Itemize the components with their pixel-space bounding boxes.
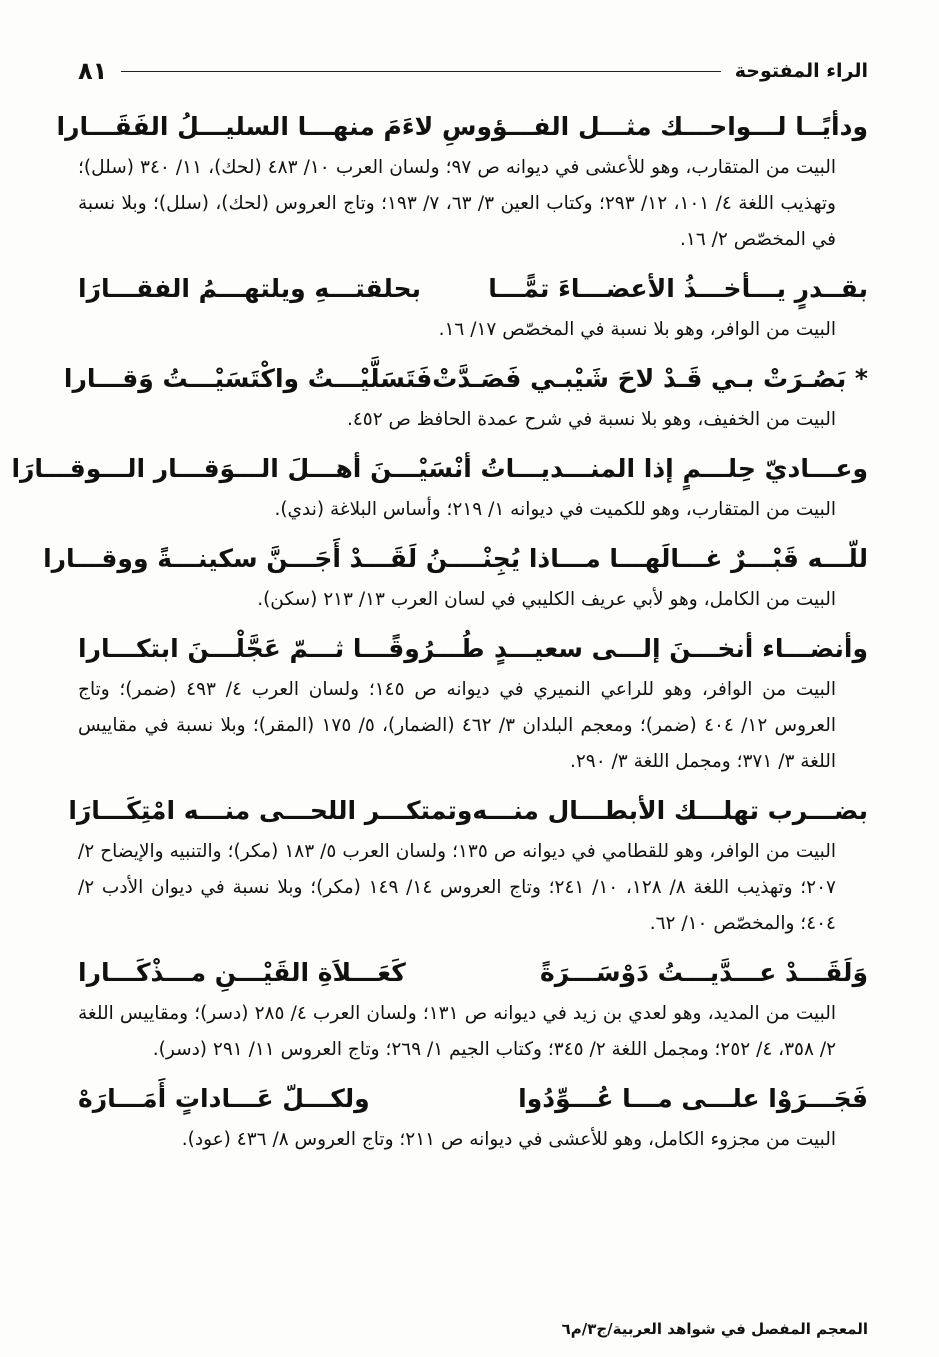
verse-citation: البيت من مجزوء الكامل، وهو للأعشى في ديوانه ص ٢١١؛ وتاج العروس ٨/ ٤٣٦ (عود). [181,1129,836,1150]
entry-1 [56,104,868,258]
entry-8 [78,950,868,1068]
verse-first-hemistich: * بَصُـرَتْ بـي قَـدْ لاحَ شَيْبـي فَصَـدَّتْ [432,364,868,393]
verse-line [11,446,868,492]
verse-first-hemistich: بقــدرٍ يـــأخـــذُ الأعضـــاءَ تمًّـــا [488,274,868,303]
verse-second-hemistich: تُ أنْسَيْـــنَ أهـــلَ الـــوَقـــار الـــوقـــارَا [11,454,506,483]
verse-citation: البيت من الكامل، وهو لأبي عريف الكليبي في لسان العرب ١٣/ ٢١٣ (سكن). [257,589,836,610]
verse-first-hemistich: وَلَقَـــدْ عـــدَّيـــتُ دَوْسَـــرَةً [540,958,868,987]
verse-citation: البيت من المديد، وهو لعدي بن زيد في ديوانه ص ١٣١؛ ولسان العرب ٤/ ٢٨٥ (دسر)؛ ومقاييس اللغة ٢/ ٣٥٨، ٤/ ٢٥٢؛ ومجمل اللغة ٢/ ٣٤٥؛ وكتاب الجيم ١/ ٢٦٩؛ وتاج العروس ١١/ ٢٩١ (دسر). [78,1003,836,1060]
entry-2 [78,266,868,348]
verse-line [78,950,868,996]
page-footer: المعجم المفصل في شواهد العربية/ج٣/م٦ [561,1320,868,1338]
verse-first-hemistich: بضـــرب تهلـــك الأبطـــال منـــه [472,796,868,825]
verse-second-hemistich: كَعَـــلاَةِ القَيْـــنِ مـــذْكَـــارا [78,958,406,987]
verse-second-hemistich: طُـــرُوقًـــا ثـــمّ عَجَّلْـــنَ ابتكـــارا [78,634,485,663]
verse-citation: البيت من الوافر، وهو بلا نسبة في المخصّص ١٧/ ١٦. [438,319,836,340]
verse-citation: البيت من الخفيف، وهو بلا نسبة في شرح عمدة الحافظ ص ٤٥٢. [346,409,836,430]
verse-first-hemistich: وعـــاديّ حِلـــمٍ إذا المنـــديـــا [505,454,868,483]
entry-4 [11,446,868,528]
page-header [78,56,868,86]
verse-first-hemistich: للّـــه قَبْـــرٌ غـــالَهـــا مـــاذا يُجِنْـ [473,544,868,573]
page-body [11,104,868,1166]
entry-3 [63,356,868,438]
verse-citation: البيت من الوافر، وهو للقطامي في ديوانه ص ١٣٥؛ ولسان العرب ٥/ ١٨٣ (مكر)؛ والتنبيه والإيضاح ٢/ ٢٠٧؛ وتهذيب اللغة ٨/ ١٢٨، ١٠/ ٢٤١؛ وتاج العروس ١٤/ ١٤٩ (مكر)؛ وبلا نسبة في ديوان الأدب ٢/ ٤٠٤؛ والمخصّص ١٠/ ٦٢. [78,841,836,934]
verse-line [78,266,868,312]
verse-first-hemistich: وأنضـــاء أنخـــنَ إلـــى سعيـــدٍ [493,634,868,663]
document-page [11,0,868,1357]
verse-second-hemistich: ـــنُ لَقَـــدْ أَجَـــنَّ سكينـــةً ووقـــارا [43,544,474,573]
verse-second-hemistich: بحلقتـــهِ ويلتهـــمُ الفقـــارَا [78,274,422,303]
verse-second-hemistich: سِ لاءَمَ منهـــا السليـــلُ الفَقَـــارا [56,112,477,141]
header-rule [121,71,720,72]
verse-line [56,104,868,150]
section-title: الراء المفتوحة [734,60,868,82]
entry-5 [43,536,868,618]
verse-second-hemistich: وتمتكـــر اللحـــى منـــه امْتِكَـــارَا [68,796,473,825]
entry-7 [68,788,868,942]
page-number: ٨١ [78,57,108,85]
verse-citation: البيت من الوافر، وهو للراعي النميري في ديوانه ص ١٤٥؛ ولسان العرب ٤/ ٤٩٣ (ضمر)؛ وتاج العروس ١٢/ ٤٠٤ (ضمر)؛ ومعجم البلدان ٣/ ٤٦٢ (الضمار)، ٥/ ١٧٥ (المقر)؛ وبلا نسبة في مقاييس اللغة ٣/ ٣٧١؛ ومجمل اللغة ٣/ ٢٩٠. [78,679,836,772]
verse-line [78,1076,868,1122]
verse-line [63,356,868,402]
verse-first-hemistich: فَجَـــرَوْا علـــى مـــا عُـــوِّدُوا [518,1084,868,1113]
verse-line [68,788,868,834]
verse-citation: البيت من المتقارب، وهو للأعشى في ديوانه ص ٩٧؛ ولسان العرب ١٠/ ٤٨٣ (لحك)، ١١/ ٣٤٠ (سلل)؛ وتهذيب اللغة ٤/ ١٠١، ١٢/ ٢٩٣؛ وكتاب العين ٣/ ٦٣، ٧/ ١٩٣؛ وتاج العروس (لحك)، (سلل)؛ وبلا نسبة في المخصّص ٢/ ١٦. [78,157,836,250]
entry-6 [78,626,868,780]
verse-line [78,626,868,672]
verse-first-hemistich: ودأيًــا لـــواحـــك مثـــل الفـــؤو [476,112,868,141]
verse-second-hemistich: فَتَسَلَّيْـــتُ واكْتَسَيْـــتُ وَقـــارا [63,364,433,393]
verse-citation: البيت من المتقارب، وهو للكميت في ديوانه ١/ ٢١٩؛ وأساس البلاغة (ندي). [274,499,836,520]
verse-line [43,536,868,582]
entry-9 [78,1076,868,1158]
verse-second-hemistich: ولكـــلّ عَـــاداتٍ أَمَـــارَهْ [78,1084,370,1113]
